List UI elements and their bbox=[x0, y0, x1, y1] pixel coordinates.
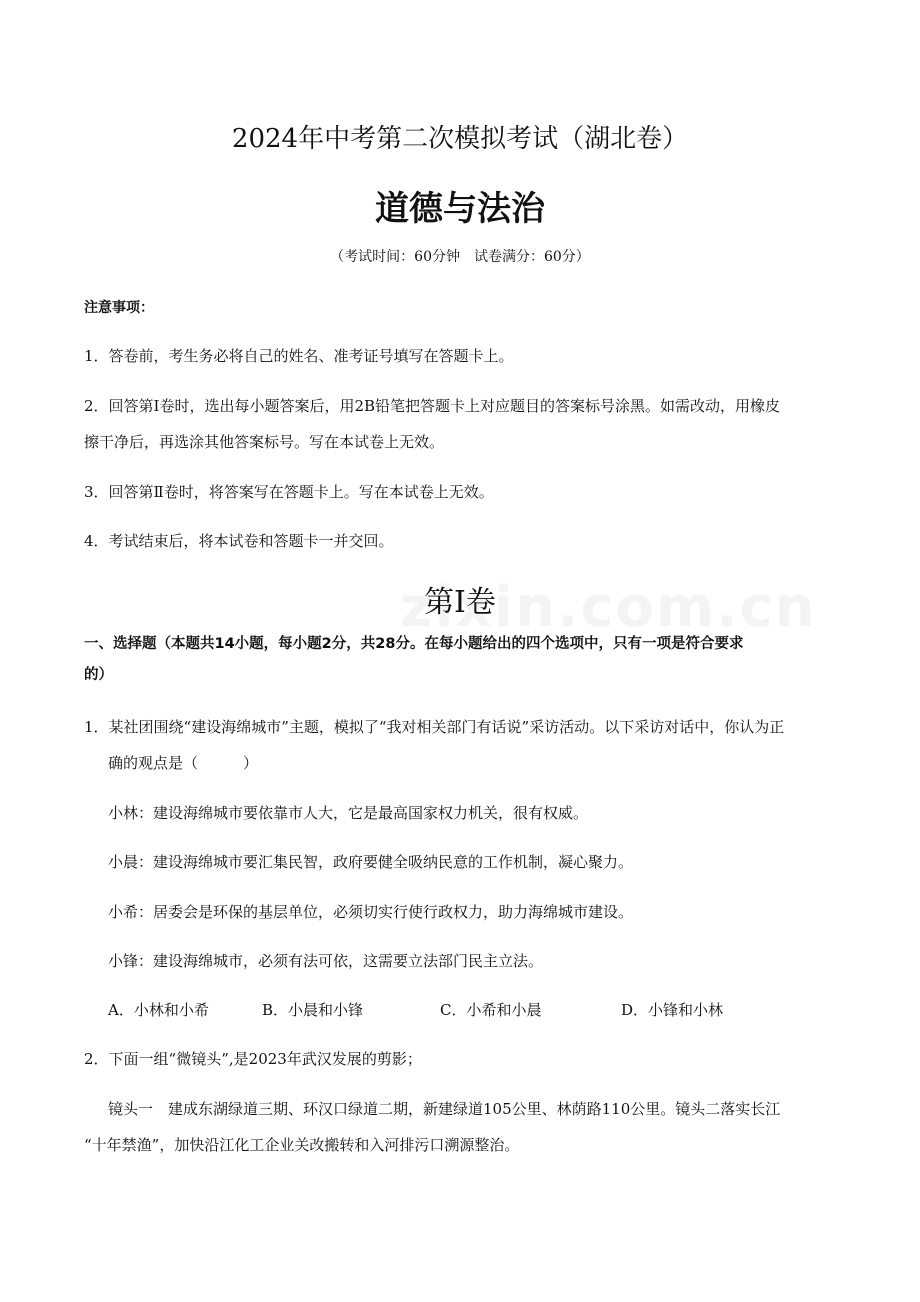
q2-lens: 镜头一 建成东湖绿道三期、环汉口绿道二期，新建绿道105公里、林荫路110公里。镜头二落实长江 bbox=[108, 1100, 781, 1118]
q1-option-b: B．小晨和小锋 bbox=[262, 1001, 364, 1019]
q2-lens-cont: “十年禁渔”，加快沿江化工企业关改搬转和入河排污口溯源整治。 bbox=[84, 1136, 520, 1154]
q1-stem-cont: 确的观点是（ ） bbox=[108, 754, 259, 772]
q1-statement: 小锋：建设海绵城市，必须有法可依，这需要立法部门民主立法。 bbox=[108, 952, 544, 970]
notice-item-1: 1．答卷前，考生务必将自己的姓名、准考证号填写在答题卡上。 bbox=[84, 347, 514, 365]
exam-info: （考试时间：60分钟 试卷满分：60分） bbox=[330, 249, 590, 265]
q1-option-c: C．小希和小晨 bbox=[440, 1001, 542, 1019]
q1-stem: 1．某社团围绕“建设海绵城市”主题，模拟了“我对相关部门有话说”采访活动。以下采访对话中，你认为正 bbox=[84, 718, 785, 736]
section-heading-cont: 的） bbox=[84, 667, 113, 683]
q1-option-a: A．小林和小希 bbox=[108, 1001, 209, 1019]
q1-statement: 小希：居委会是环保的基层单位，必须切实行使行政权力，助力海绵城市建设。 bbox=[108, 903, 634, 921]
part-one-title: 第Ⅰ卷 bbox=[424, 585, 496, 620]
q1-option-d: D．小锋和小林 bbox=[621, 1001, 724, 1019]
q2-stem: 2．下面一组“微镜头”,是2023年武汉发展的剪影； bbox=[84, 1050, 422, 1068]
subject-title: 道德与法治 bbox=[375, 189, 545, 229]
notice-heading: 注意事项： bbox=[84, 300, 154, 316]
notice-item-2-cont: 擦干净后，再选涂其他答案标号。写在本试卷上无效。 bbox=[84, 433, 445, 451]
section-heading: 一、选择题（本题共14小题，每小题2分，共28分。在每小题给出的四个选项中，只有一项是符合要求 bbox=[84, 636, 744, 652]
notice-item-4: 4．考试结束后，将本试卷和答题卡一并交回。 bbox=[84, 532, 394, 550]
notice-item-3: 3．回答第Ⅱ卷时，将答案写在答题卡上。写在本试卷上无效。 bbox=[84, 483, 494, 501]
exam-title: 2024年中考第二次模拟考试（湖北卷） bbox=[231, 124, 689, 154]
q1-statement: 小林：建设海绵城市要依靠市人大，它是最高国家权力机关，很有权威。 bbox=[108, 804, 589, 822]
notice-item-2: 2．回答第Ⅰ卷时，选出每小题答案后，用2B铅笔把答题卡上对应题目的答案标号涂黑。如需改动，用橡皮 bbox=[84, 397, 781, 415]
q1-statement: 小晨：建设海绵城市要汇集民智，政府要健全吸纳民意的工作机制，凝心聚力。 bbox=[108, 853, 634, 871]
